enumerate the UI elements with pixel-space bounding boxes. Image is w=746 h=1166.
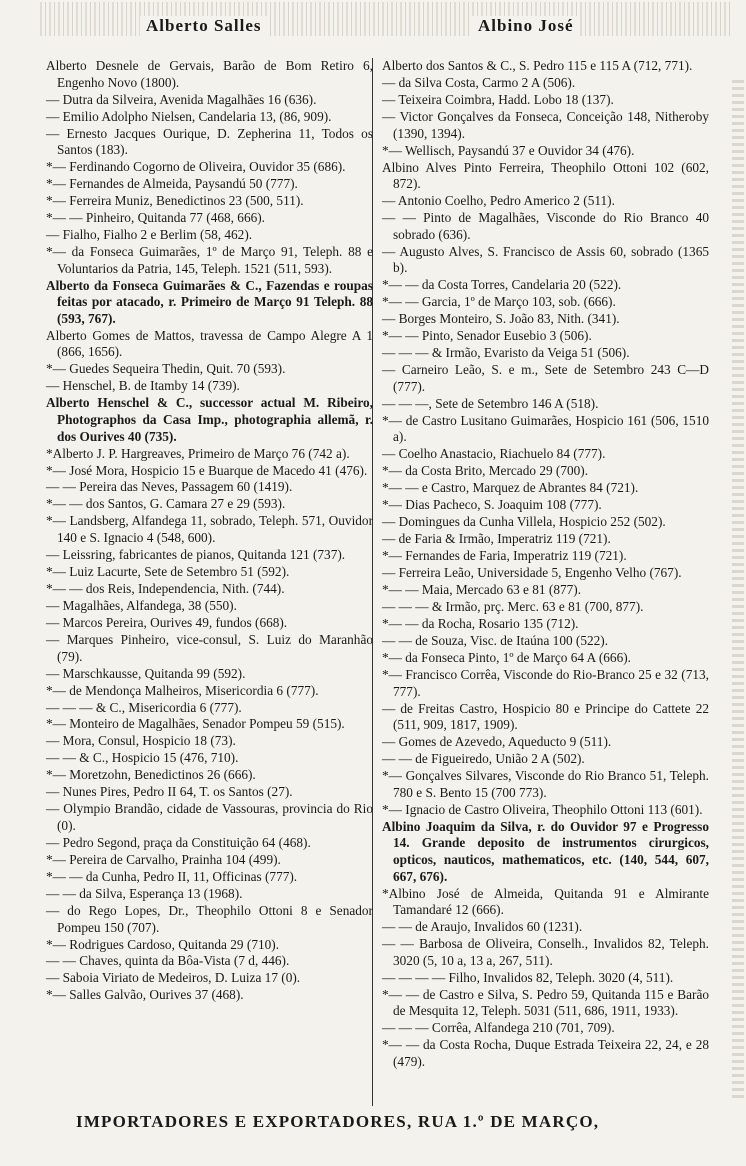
directory-entry: — Carneiro Leão, S. e m., Sete de Setembro 243 C—D (777). — [382, 362, 709, 394]
directory-entry: *— — da Rocha, Rosario 135 (712). — [382, 616, 579, 632]
directory-entry: — Mora, Consul, Hospicio 18 (73). — [46, 733, 236, 749]
directory-entry: *— Landsberg, Alfandega 11, sobrado, Teleph. 571, Ouvidor 140 e S. Ignacio 4 (548, 600). — [46, 513, 373, 546]
directory-entry: Albino Alves Pinto Ferreira, Theophilo Ottoni 102 (602, 872). — [382, 159, 709, 192]
directory-entry: *— Fernandes de Faria, Imperatriz 119 (721). — [382, 548, 627, 564]
directory-entry: — Magalhães, Alfandega, 38 (550). — [46, 597, 237, 613]
side-margin-print — [732, 80, 744, 1100]
directory-entry: — — & C., Hospicio 15 (476, 710). — [46, 750, 239, 766]
page-header — [0, 0, 746, 46]
directory-entry: — da Silva Costa, Carmo 2 A (506). — [382, 74, 576, 90]
directory-entry: — — — Corrêa, Alfandega 210 (701, 709). — [382, 1020, 615, 1036]
footer-banner: IMPORTADORES E EXPORTADORES, RUA 1.º DE MARÇO, — [76, 1112, 600, 1131]
directory-entry: — Fialho, Fialho 2 e Berlim (58, 462). — [46, 227, 253, 243]
directory-entry: — Antonio Coelho, Pedro Americo 2 (511). — [382, 193, 615, 209]
directory-entry: *— — de Castro e Silva, S. Pedro 59, Quitanda 115 e Barão de Mesquita 12, Teleph. 5031 (511, 686, 1911, 1933). — [382, 986, 709, 1019]
directory-entry: *— — Maia, Mercado 63 e 81 (877). — [382, 582, 582, 598]
directory-entry: *— Salles Galvão, Ourives 37 (468). — [46, 987, 244, 1003]
directory-entry: *— da Fonseca Pinto, 1º de Março 64 A (666). — [382, 650, 631, 666]
left-column — [46, 58, 373, 1004]
directory-entry: Alberto Gomes de Mattos, travessa de Campo Alegre A 1 (866, 1656). — [46, 327, 373, 360]
directory-entry: — Saboia Viriato de Medeiros, D. Luiza 17 (0). — [46, 970, 301, 986]
directory-entry: — — Barbosa de Oliveira, Conselh., Invalidos 82, Teleph. 3020 (5, 10 a, 13 a, 267, 511). — [382, 936, 709, 968]
directory-entry: — Coelho Anastacio, Riachuelo 84 (777). — [382, 446, 606, 462]
directory-entry: — de Freitas Castro, Hospicio 80 e Principe do Cattete 22 (511, 909, 1817, 1909). — [382, 700, 709, 733]
directory-entry: — — — & Irmão, Evaristo da Veiga 51 (506). — [382, 345, 630, 361]
directory-entry: *— José Mora, Hospicio 15 e Buarque de Macedo 41 (476). — [46, 462, 368, 478]
directory-entry: *— de Mendonça Malheiros, Misericordia 6 (777). — [46, 682, 319, 698]
directory-entry: *— Ferdinando Cogorno de Oliveira, Ouvidor 35 (686). — [46, 159, 346, 175]
directory-entry: — Ernesto Jacques Ourique, D. Zepherina 11, Todos os Santos (183). — [46, 125, 373, 158]
directory-entry: — Marschkausse, Quitanda 99 (592). — [46, 665, 246, 681]
directory-entry: — Augusto Alves, S. Francisco de Assis 60, sobrado (1365 b). — [382, 243, 709, 276]
directory-entry: Albino Joaquim da Silva, r. do Ouvidor 97 e Progresso 14. Grande deposito de instrumentos cirurgicos, opticos, nauticos, mathematicos, etc. (140, 544, 607, 667, 676). — [382, 818, 709, 884]
directory-entry: *— — da Costa Torres, Candelaria 20 (522). — [382, 277, 622, 293]
directory-entry: — Marques Pinheiro, vice-consul, S. Luiz do Maranhão (79). — [46, 631, 373, 664]
directory-entry: *Alberto J. P. Hargreaves, Primeiro de Março 76 (742 a). — [46, 445, 350, 461]
header-right-word: Albino José — [472, 16, 580, 36]
directory-entry: *— Moretzohn, Benedictinos 26 (666). — [46, 767, 256, 783]
directory-entry: — — de Souza, Visc. de Itaúna 100 (522). — [382, 633, 609, 649]
directory-entry: — Pedro Segond, praça da Constituição 64 (468). — [46, 834, 311, 850]
directory-entry: Alberto Desnele de Gervais, Barão de Bom Retiro 6, Engenho Novo (1800). — [46, 58, 373, 90]
directory-entry: *— Fernandes de Almeida, Paysandú 50 (777). — [46, 176, 298, 192]
directory-entry: *— da Fonseca Guimarães, 1º de Março 91, Teleph. 88 e Voluntarios da Patria, 145, Teleph. 1521 (511, 593). — [46, 244, 373, 276]
directory-entry: *— Francisco Corrêa, Visconde do Rio-Branco 25 e 32 (713, 777). — [382, 667, 709, 699]
directory-entry: *— Ignacio de Castro Oliveira, Theophilo Ottoni 113 (601). — [382, 801, 703, 817]
directory-entry: *— Ferreira Muniz, Benedictinos 23 (500, 511). — [46, 193, 304, 209]
directory-entry: — do Rego Lopes, Dr., Theophilo Ottoni 8 e Senador Pompeu 150 (707). — [46, 902, 373, 935]
directory-entry: — Ferreira Leão, Universidade 5, Engenho Velho (767). — [382, 565, 682, 581]
directory-entry: — — Pinto de Magalhães, Visconde do Rio Branco 40 sobrado (636). — [382, 210, 709, 242]
directory-entry: — — de Araujo, Invalidos 60 (1231). — [382, 919, 583, 935]
directory-entry: *— — Garcia, 1º de Março 103, sob. (666). — [382, 294, 616, 310]
header-left-word: Alberto Salles — [140, 16, 268, 36]
directory-entry: *— — dos Reis, Independencia, Nith. (744). — [46, 581, 285, 596]
directory-entry: — Teixeira Coimbra, Hadd. Lobo 18 (137). — [382, 91, 614, 107]
directory-entry: — — da Silva, Esperança 13 (1968). — [46, 885, 243, 901]
directory-entry: — Domingues da Cunha Villela, Hospicio 252 (502). — [382, 514, 666, 530]
directory-entry: Alberto da Fonseca Guimarães & C., Fazendas e roupas feitas por atacado, r. Primeiro de Março 91 Teleph. 88 (593, 767). — [46, 277, 373, 326]
directory-entry: — Henschel, B. de Itamby 14 (739). — [46, 378, 240, 394]
right-column — [382, 58, 709, 1071]
directory-entry: Alberto dos Santos & C., S. Pedro 115 e 115 A (712, 771). — [382, 58, 693, 73]
directory-entry: — — —, Sete de Setembro 146 A (518). — [382, 395, 599, 411]
directory-entry: *— Pereira de Carvalho, Prainha 104 (499). — [46, 851, 281, 867]
directory-entry: *— Wellisch, Paysandú 37 e Ouvidor 34 (476). — [382, 142, 635, 158]
directory-entry: — — Chaves, quinta da Bôa-Vista (7 d, 446). — [46, 953, 290, 969]
directory-entry: — Nunes Pires, Pedro II 64, T. os Santos (27). — [46, 784, 293, 800]
directory-entry: *— da Costa Brito, Mercado 29 (700). — [382, 463, 589, 479]
directory-entry: *Albino José de Almeida, Quitanda 91 e Almirante Tamandaré 12 (666). — [382, 885, 709, 918]
directory-entry: *— — e Castro, Marquez de Abrantes 84 (721). — [382, 480, 639, 496]
directory-entry: — — de Figueiredo, União 2 A (502). — [382, 751, 585, 767]
directory-entry: — Olympio Brandão, cidade de Vassouras, provincia do Rio (0). — [46, 801, 373, 833]
directory-entry: *— Rodrigues Cardoso, Quitanda 29 (710). — [46, 936, 280, 952]
directory-entry: — Leissring, fabricantes de pianos, Quitanda 121 (737). — [46, 547, 346, 563]
directory-entry: *— — Pinheiro, Quitanda 77 (468, 666). — [46, 210, 266, 226]
directory-entry: *— Gonçalves Silvares, Visconde do Rio Branco 51, Teleph. 780 e S. Bento 15 (700 773). — [382, 768, 709, 800]
directory-entry: — de Faria & Irmão, Imperatriz 119 (721). — [382, 531, 611, 547]
directory-entry: Alberto Henschel & C., successor actual M. Ribeiro, Photographos da Casa Imp., photographia allemã, r. dos Ourives 40 (735). — [46, 395, 373, 444]
directory-entry: *— — da Cunha, Pedro II, 11, Officinas (777). — [46, 868, 298, 884]
directory-entry: *— Luiz Lacurte, Sete de Setembro 51 (592). — [46, 564, 290, 580]
directory-entry: — Emilio Adolpho Nielsen, Candelaria 13, (86, 909). — [46, 108, 332, 124]
directory-entry: *— — da Costa Rocha, Duque Estrada Teixeira 22, 24, e 28 (479). — [382, 1037, 709, 1069]
directory-entry: *— de Castro Lusitano Guimarães, Hospicio 161 (506, 1510 a). — [382, 412, 709, 445]
directory-entry: — — — & C., Misericordia 6 (777). — [46, 699, 242, 715]
directory-entry: — — — & Irmão, prç. Merc. 63 e 81 (700, 877). — [382, 599, 644, 615]
directory-entry: — Gomes de Azevedo, Aqueducto 9 (511). — [382, 734, 612, 750]
directory-entry: *— — dos Santos, G. Camara 27 e 29 (593). — [46, 496, 286, 512]
directory-entry: — — Pereira das Neves, Passagem 60 (1419). — [46, 479, 293, 495]
directory-entry: — Victor Gonçalves da Fonseca, Conceição 148, Nitheroby (1390, 1394). — [382, 108, 709, 141]
directory-entry: — Marcos Pereira, Ourives 49, fundos (668). — [46, 614, 288, 630]
directory-entry: — Borges Monteiro, S. João 83, Nith. (341). — [382, 311, 620, 327]
directory-entry: *— Monteiro de Magalhães, Senador Pompeu 59 (515). — [46, 716, 345, 732]
directory-entry: *— Dias Pacheco, S. Joaquim 108 (777). — [382, 497, 602, 513]
directory-entry: — — — — Filho, Invalidos 82, Teleph. 3020 (4, 511). — [382, 969, 674, 985]
directory-entry: *— Guedes Sequeira Thedin, Quit. 70 (593). — [46, 361, 286, 377]
directory-entry: — Dutra da Silveira, Avenida Magalhães 16 (636). — [46, 91, 317, 107]
directory-entry: *— — Pinto, Senador Eusebio 3 (506). — [382, 328, 592, 344]
